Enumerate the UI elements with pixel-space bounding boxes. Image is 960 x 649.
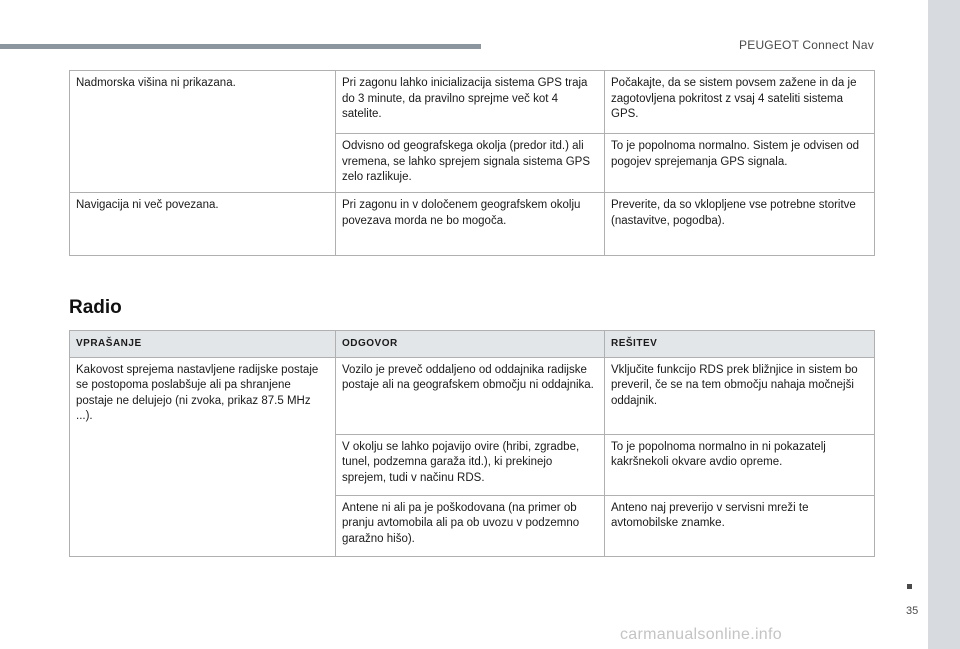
page-edge-strip [928, 0, 960, 649]
header-bar [0, 44, 481, 49]
table-row [70, 357, 875, 434]
header-solution: REŠITEV [605, 331, 875, 358]
answer-cell: V okolju se lahko pojavijo ovire (hribi, zgradbe, tunel, podzemna garaža itd.), ki prekinejo sprejem, tudi v načinu RDS. [336, 434, 605, 495]
continuation-marker [907, 584, 912, 589]
solution-cell: To je popolnoma normalno in ni pokazatelj kakršnekoli okvare avdio opreme. [605, 434, 875, 495]
watermark: carmanualsonline.info [620, 626, 782, 643]
troubleshooting-table-radio [69, 330, 875, 557]
table-row [70, 71, 875, 134]
solution-cell: Vključite funkcijo RDS prek bližnjice in sistem bo preveril, če se na tem območju nahaja močnejši oddajnik. [605, 357, 875, 434]
answer-cell: Pri zagonu in v določenem geografskem okolju povezava morda ne bo mogoča. [336, 193, 605, 256]
question-cell: Nadmorska višina ni prikazana. [70, 71, 336, 193]
solution-cell: Počakajte, da se sistem povsem zažene in da je zagotovljena pokritost z vsaj 4 sateliti sistema GPS. [605, 71, 875, 134]
troubleshooting-table-gps [69, 70, 875, 256]
question-cell: Navigacija ni več povezana. [70, 193, 336, 256]
answer-cell: Pri zagonu lahko inicializacija sistema GPS traja do 3 minute, da pravilno sprejme več kot 4 satelite. [336, 71, 605, 134]
answer-cell: Odvisno od geografskega okolja (predor itd.) ali vremena, se lahko sprejem signala sistema GPS zelo razlikuje. [336, 134, 605, 193]
question-cell: Kakovost sprejema nastavljene radijske postaje se postopoma poslabšuje ali pa shranjene postaje ne delujejo (ni zvoka, prikaz 87.5 MHz ...). [70, 357, 336, 556]
header-question: VPRAŠANJE [70, 331, 336, 358]
answer-cell: Antene ni ali pa je poškodovana (na primer ob pranju avtomobila ali pa ob uvozu v podzemno garažno hišo). [336, 495, 605, 556]
manual-title: PEUGEOT Connect Nav [739, 38, 874, 52]
solution-cell: Preverite, da so vklopljene vse potrebne storitve (nastavitve, pogodba). [605, 193, 875, 256]
header-answer: ODGOVOR [336, 331, 605, 358]
solution-cell: To je popolnoma normalno. Sistem je odvisen od pogojev sprejemanja GPS signala. [605, 134, 875, 193]
table-row [70, 193, 875, 256]
page-number: 35 [906, 605, 919, 617]
table-header-row [70, 331, 875, 358]
answer-cell: Vozilo je preveč oddaljeno od oddajnika radijske postaje ali na geografskem območju ni oddajnika. [336, 357, 605, 434]
section-title-radio: Radio [69, 297, 122, 318]
solution-cell: Anteno naj preverijo v servisni mreži te avtomobilske znamke. [605, 495, 875, 556]
